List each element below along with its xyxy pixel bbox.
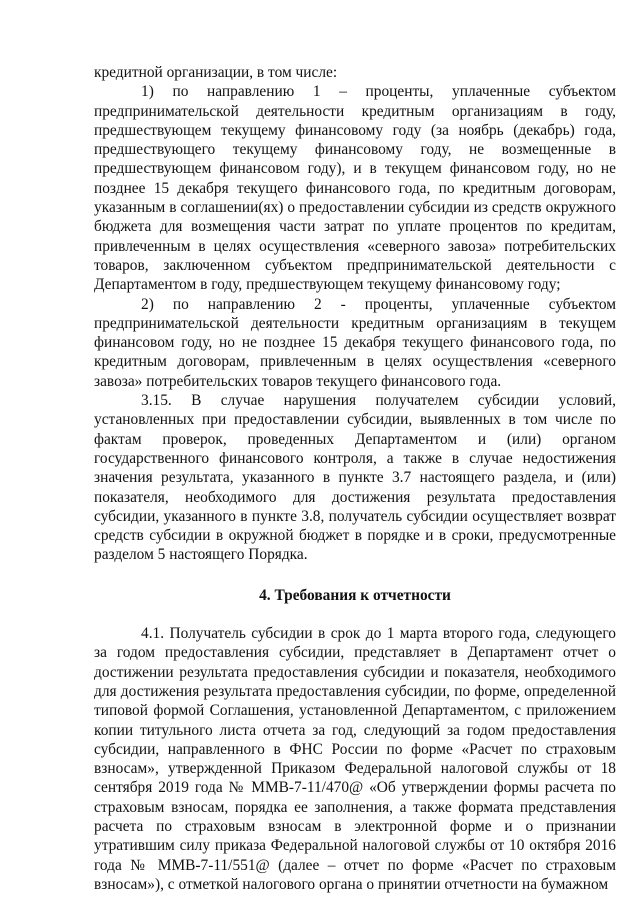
document-page: [94, 63, 616, 894]
paragraph-clause-4-1: 4.1. Получатель субсидии в срок до 1 марта второго года, следующего за годом предоставления субсидии, представляет в Департамент отчет о достижении результата предоставления субсидии и показателя, необходимого для достижения результата предоставления субсидии, по форме, определенной типовой формой Соглашения, установленной Департаментом, с приложением копии титульного листа отчета за год, следующий за годом предоставления субсидии, направленного в ФНС России по форме «Расчет по страховым взносам», утвержденной Приказом Федеральной налоговой службы от 18 сентября 2019 года № ММВ-7-11/470@ «Об утверждении формы расчета по страховым взносам, порядка ее заполнения, а также формата представления расчета по страховым взносам в электронной форме и о признании утратившим силу приказа Федеральной налоговой службы от 10 октября 2016 года № ММВ-7-11/551@ (далее – отчет по форме «Расчет по страховым взносам»), с отметкой налогового органа о принятии отчетности на бумажном: [94, 625, 616, 893]
paragraph-clause-3-15: 3.15. В случае нарушения получателем субсидии условий, установленных при предоставлении субсидии, выявленных в том числе по фактам проверок, проведенных Департаментом и (или) органом государственного финансового контроля, а также в случае недостижения значения результата, указанного в пункте 3.7 настоящего раздела, и (или) показателя, необходимого для достижения результата предоставления субсидии, указанного в пункте 3.8, получатель субсидии осуществляет возврат средств субсидии в окружной бюджет в порядке и в сроки, предусмотренные разделом 5 настоящего Порядка.: [94, 392, 616, 564]
paragraph-item-2: 2) по направлению 2 - проценты, уплаченные субъектом предпринимательской деятельности кредитным организациям в текущем финансовом году, но не позднее 15 декабря текущего финансового года, по кредитным договорам, привлеченным в целях осуществления «северного завоза» потребительских товаров текущего финансового года.: [94, 295, 616, 390]
section-heading: 4. Требования к отчетности: [259, 586, 451, 604]
paragraph-item-1: 1) по направлению 1 – проценты, уплаченные субъектом предпринимательской деятельности кредитным организациям в году, предшествующем текущему финансовому году (за ноябрь (декабрь) года, предшествующего текущему финансовому году, не возмещенные в предшествующем финансовом году), и в текущем финансовом году, но не позднее 15 декабря текущего финансового года, по кредитным договорам, указанным в соглашении(ях) о предоставлении субсидии из средств окружного бюджета для возмещения части затрат по уплате процентов по кредитам, привлеченным в целях осуществления «северного завоза» потребительских товаров, заключенном субъектом предпринимательской деятельности с Департаментом в году, предшествующем текущему финансовому году;: [94, 83, 616, 294]
paragraph-continuation: кредитной организации, в том числе:: [94, 64, 338, 81]
